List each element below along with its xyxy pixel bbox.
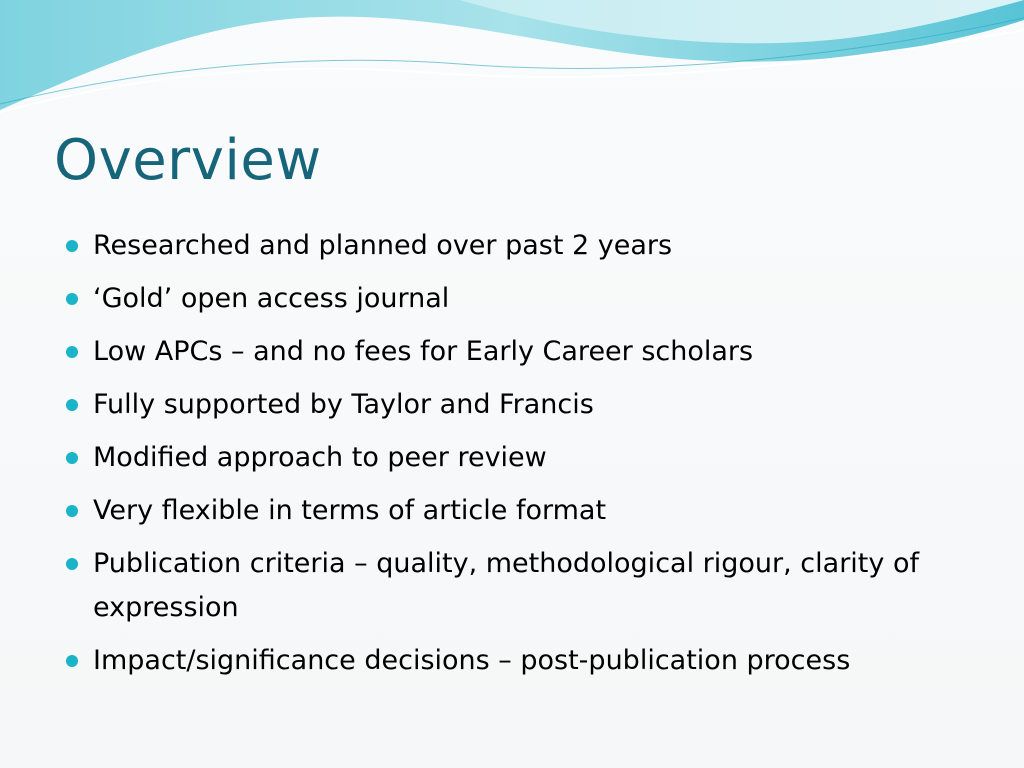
list-item xyxy=(66,277,966,321)
bullet-icon xyxy=(66,655,78,667)
list-item xyxy=(66,330,966,374)
bullet-icon xyxy=(66,452,78,464)
bullet-text: Researched and planned over past 2 years xyxy=(93,230,673,261)
bullet-icon xyxy=(66,346,78,358)
bullet-text: Very flexible in terms of article format xyxy=(93,495,607,526)
bullet-icon xyxy=(66,399,78,411)
bullet-text: Low APCs – and no fees for Early Career scholars xyxy=(93,336,754,367)
list-item xyxy=(66,436,966,480)
list-item xyxy=(66,383,966,427)
bullet-text: Modified approach to peer review xyxy=(93,442,547,473)
bullet-icon xyxy=(66,558,78,570)
bullet-text: ‘Gold’ open access journal xyxy=(93,283,450,314)
bullet-icon xyxy=(66,240,78,252)
bullet-icon xyxy=(66,505,78,517)
wave-header-decoration xyxy=(0,0,1024,120)
list-item xyxy=(66,639,966,683)
slide-title: Overview xyxy=(54,128,322,193)
list-item xyxy=(66,489,966,533)
bullet-icon xyxy=(66,293,78,305)
bullet-list xyxy=(66,224,966,692)
bullet-text: Publication criteria – quality, methodological rigour, clarity of expression xyxy=(93,548,919,623)
bullet-text: Impact/significance decisions – post-publication process xyxy=(93,645,851,676)
bullet-text: Fully supported by Taylor and Francis xyxy=(93,389,594,420)
list-item xyxy=(66,542,966,630)
list-item xyxy=(66,224,966,268)
